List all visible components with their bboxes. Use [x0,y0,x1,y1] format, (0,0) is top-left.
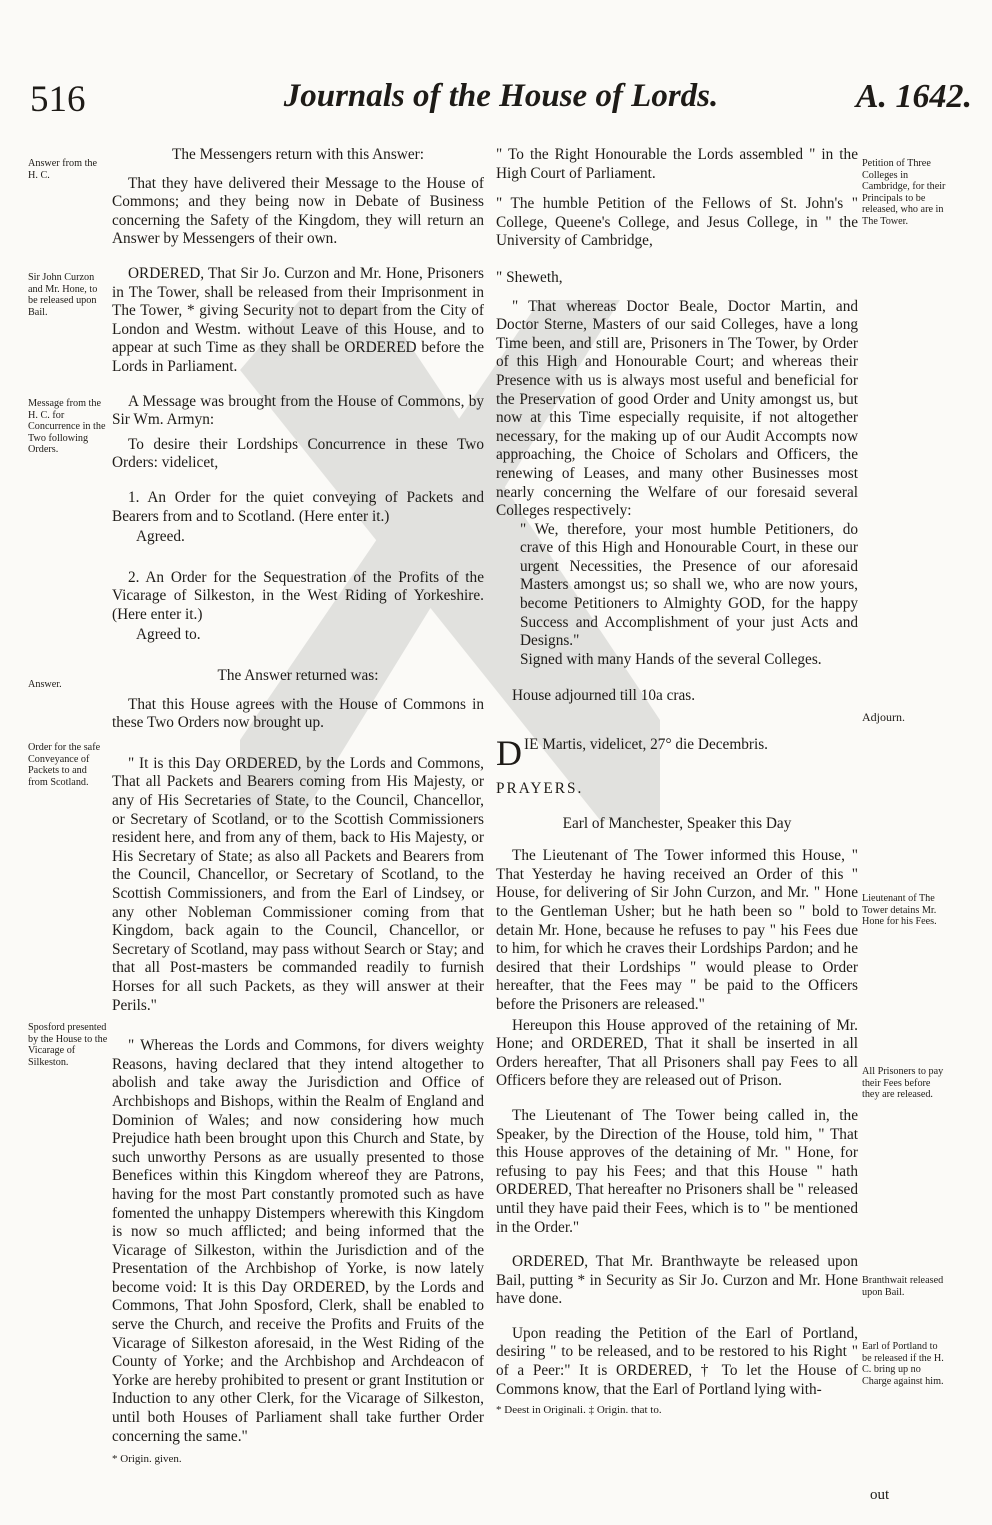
order-one: 1. An Order for the quiet conveying of Packets and Bearers from and to Scotland. (Here enter it.) [112,488,484,525]
sposford-order-text: " Whereas the Lords and Commons, for divers weighty Reasons, having declared that they intend altogether to abolish and take away the Jurisdiction and Office of Archbishops and Bishops, within the Realm of England and Dominion of Wales; and now considering how much Prejudice hath been brought upon this Church and State, by such unworthy Persons as are usually presented to those Benefices within this Kingdom whereof they are Patrons, having for the most Part constantly promoted such as have fomented the unhappy Distempers wherewith this Kingdom is now so much afflicted; and being informed that the Vicarage of Silkeston, within the Jurisdiction and of the Presentation of the Archbishop of Yorke, is now lately become void: It is this Day ORDERED, by the Lords and Commons, That John Sposford, Clerk, shall be enabled to serve the Church, and receive the Profits and Fruits of the Vicarage of Silkeston aforesaid, in the West Riding of the County of Yorke; and the Archbishop and Archdeacon of Yorke are hereby prohibited to present or grant Institution or Induction to any other Clerk, for the Vicarage of Silkeston, until both Houses of Parliament shall take further Order concerning the same." [112,1037,484,1445]
margin-note: Sir John Curzon and Mr. Hone, to be released upon Bail. [28,272,98,318]
margin-note: Message from the H. C. for Concurrence in the Two following Orders. [28,398,106,456]
curzon-order-text: ORDERED, That Sir Jo. Curzon and Mr. Hone, Prisoners in The Tower, shall be released from their Imprisonment in The Tower, * giving Security not to depart from the City of London and Westm. without Leave of this House, and to appear at such Time as they shall be ORDERED before the Lords in Parliament. [112,264,484,375]
date-heading-text: IE Martis, videlicet, 27° die Decembris. [524,736,768,754]
prayers-heading: PRAYERS. [496,780,584,798]
messengers-line: The Messengers return with this Answer: [172,146,424,163]
margin-note: Answer from the H. C. [28,158,98,181]
date-heading [496,733,858,774]
hereupon-text: Hereupon this House approved of the retaining of Mr. Hone; and ORDERED, That it shall be inserted in all Orders hereafter, That all Prisoners shall pay Fees to all Officers before they are released out of Prison. [496,1016,858,1090]
packets-order-text: " It is this Day ORDERED, by the Lords and Commons, That all Packets and Bearers coming from His Majesty, or any of His Secretaries of State, to the Council, Chancellor, or Secretary of Scotland, or to the Scottish Commissioners resident here, and from any of them, back to His Majesty, or His Secretary of State; as also all Packets and Bearers from the Council, Chancellor, or Secretary of Scotland, to the Scottish Commissioners, and from the Earl of Lindsey, or any other Nobleman Commissioner coming from that Kingdom, back again to the Council, Chancellor, or Secretary of Scotland, may pass without Search or Stay; and that all Post-masters be commanded readily to furnish Horses for all such Packets, as they will answer at their Perils." [112,754,484,1014]
answer-returned-line: The Answer returned was: [217,667,379,685]
signed-line: Signed with many Hands of the several Colleges. [520,650,822,668]
margin-note: Order for the safe Conveyance of Packets to and from Scotland. [28,742,101,788]
margin-note: Answer. [28,679,62,690]
petition-prayer: " We, therefore, your most humble Petitioners, do crave of this High and Honourable Court, in these our urgent Necessities, the Presence of our aforesaid Masters amongst us; so shall we, who are now yours, become Petitioners to Almighty GOD, for the happy Success and Accomplishment of your just Acts and Designs." [520,520,858,650]
year-label: A. 1642. [855,78,972,115]
lieutenant-text: The Lieutenant of The Tower informed this House, " That Yesterday he having received an Order of this " House, for delivering of Sir John Curzon, and Mr. " Hone to the Gentleman Usher; but he hath been so " bold to detain Mr. Hone, because he refuses to pay " his Fees due to him, for which he craves their Lordships Pardon; and he desired that their Lordships " would please to Order hereafter, that the Fees may " be paid to the Officers before the Prisoners are released." [496,847,858,1013]
catchword: out [870,1487,890,1503]
left-footnote: * Origin. given. [112,1453,182,1466]
margin-note: Petition of Three Colleges in Cambridge, for their Principals to be released, who are in The Tower. [862,158,946,227]
speaker-line: Earl of Manchester, Speaker this Day [562,814,792,832]
margin-note: Lieutenant of The Tower detains Mr. Hone for his Fees. [862,893,937,928]
agreed-two: Agreed to. [136,626,201,644]
petition-address: " To the Right Honourable the Lords assembled " in the High Court of Parliament. [496,146,858,182]
desire-line: To desire their Lordships Concurrence in these Two Orders: videlicet, [112,435,484,472]
right-column [496,146,858,1436]
margin-note: All Prisoners to pay their Fees before they are released. [862,1066,944,1101]
drop-cap: D [496,733,522,774]
right-footnote: * Deest in Originali. ‡ Origin. that to. [496,1404,662,1417]
sheweth-line: " Sheweth, [496,268,563,286]
left-column [112,146,484,1485]
branthwayte-text: ORDERED, That Mr. Branthwayte be released upon Bail, putting * in Security as Sir Jo. Curzon and Mr. Hone have done. [496,1253,858,1308]
journal-title: Journals of the House of Lords. [283,78,719,114]
margin-note: Sposford presented by the House to the Vicarage of Silkeston. [28,1022,108,1068]
margin-note: Adjourn. [862,710,905,724]
message-line: A Message was brought from the House of Commons, by Sir Wm. Armyn: [112,392,484,429]
petition-body: " That whereas Doctor Beale, Doctor Martin, and Doctor Sterne, Masters of our said Colleges, have a long Time been, and still are, Prisoners in The Tower, by Order of this High and Honourable Court; and whereas their Presence with us is always most useful and beneficial for the Preservation of good Order and Unity amongst us, but now at this Time especially requisite, if not altogether necessary, for the making up of our Audit Accompts now approaching, the Choice of Scholars and Officers, the renewing of Leases, and many other Businesses most nearly concerning the Welfare of our foresaid several Colleges respectively: [496,297,858,520]
page-number: 516 [30,79,86,120]
answer-hc-text: That they have delivered their Message to the House of Commons; and they being now in Debate of Business concerning the Safety of the Kingdom, they will return an Answer by Messengers of their own. [112,174,484,248]
adjourned-line: House adjourned till 10a cras. [512,687,696,705]
margin-note: Earl of Portland to be released if the H. C. bring up no Charge against him. [862,1341,944,1387]
page-header [30,74,972,130]
order-two: 2. An Order for the Sequestration of the Profits of the Vicarage of Silkeston, in the West Riding of Yorkeshire. (Here enter it.) [112,568,484,623]
margin-note: Branthwait released upon Bail. [862,1275,944,1298]
agreed-one: Agreed. [136,528,185,546]
petition-title: " The humble Petition of the Fellows of St. John's " College, Queene's College, and Jesus College, in " the University of Cambridge, [496,195,858,250]
answer-text: That this House agrees with the House of Commons in these Two Orders now brought up. [112,695,484,732]
called-in-text: The Lieutenant of The Tower being called in, the Speaker, by the Direction of the House, told him, " That this House approves of the detaining of Mr. " Hone, for refusing to pay his Fees; and that this House " hath ORDERED, That hereafter no Prisoners shall be " released until they have paid their Fees, which is to " be mentioned in the Order." [496,1106,858,1236]
portland-text: Upon reading the Petition of the Earl of Portland, desiring " to be released, and to be restored to his Right " of a Peer:" It is ORDERED, † To let the House of Commons know, that the Earl of Portland lying with- [496,1324,858,1398]
